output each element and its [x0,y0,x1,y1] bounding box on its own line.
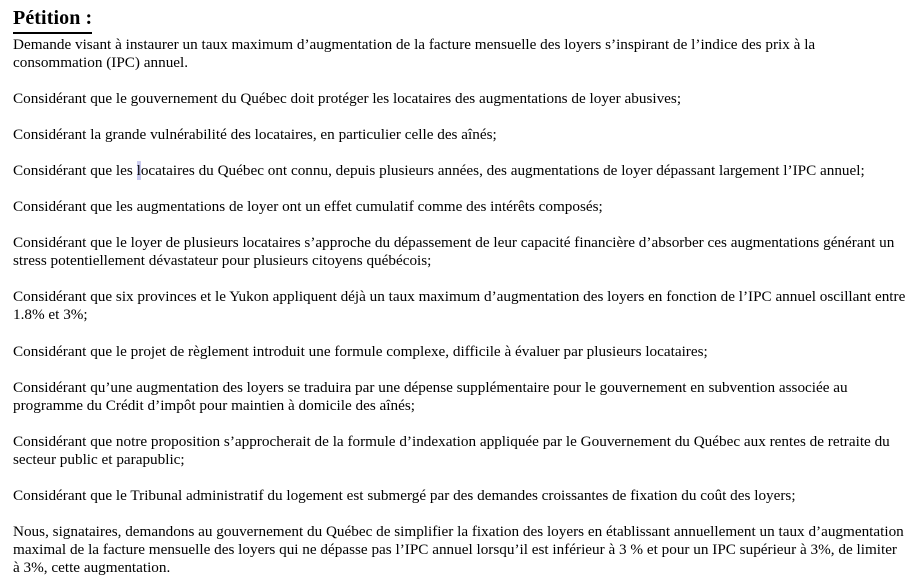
lead-paragraph: Demande visant à instaurer un taux maximum d’augmentation de la facture mensuelle des loyers s’inspirant de l’indice des prix à la consommation (IPC) annuel. [13,35,816,71]
considerant-paragraph-10: Considérant que le Tribunal administratif du logement est submergé par des demandes croissantes de fixation du coût des loyers; [13,487,796,504]
document-body [13,6,907,577]
page-title-text: Pétition : [13,6,92,34]
considerant-paragraph-7: Considérant que le projet de règlement introduit une formule complexe, difficile à évaluer par plusieurs locataires; [13,342,708,360]
considerant-paragraph-4: Considérant que les augmentations de loyer ont un effet cumulatif comme des intérêts composés; [13,198,603,216]
paragraph-3-text-after: ocataires du Québec ont connu, depuis plusieurs années, des augmentations de loyer dépassant largement l’IPC annuel; [140,161,865,179]
considerant-paragraph-1: Considérant que le gouvernement du Québec doit protéger les locataires des augmentations de loyer abusives; [13,89,682,107]
signatories-paragraph: Nous, signataires, demandons au gouvernement du Québec de simplifier la fixation des loyers en établissant annuellement un taux d’augmentation maximal de la facture mensuelle des loyers qui ne dépasse pas l’IPC annuel lorsqu’il est inférieur à 3 % et pour un IPC supérieur à 3%, de limiter à 3%, cette augmentation. [13,523,904,577]
page-title [13,6,907,34]
considerant-paragraph-6: Considérant que six provinces et le Yukon appliquent déjà un taux maximum d’augmentation des loyers en fonction de l’IPC annuel oscillant entre 1.8% et 3%; [13,288,906,324]
considerant-paragraph-5: Considérant que le loyer de plusieurs locataires s’approche du dépassement de leur capacité financière d’absorber ces augmentations générant un stress potentiellement dévastateur pour plusieurs citoyens québécois; [13,234,895,270]
paragraph-3-text-before: Considérant que les [13,161,137,179]
considerant-paragraph-9: Considérant que notre proposition s’approcherait de la formule d’indexation appliquée par le Gouvernement du Québec aux rentes de retraite du secteur public et parapublic; [13,432,890,468]
considerant-paragraph-3 [13,162,907,180]
text-cursor-selection[interactable]: l [136,161,141,179]
considerant-paragraph-2: Considérant la grande vulnérabilité des locataires, en particulier celle des aînés; [13,125,497,143]
considerant-paragraph-8: Considérant qu’une augmentation des loyers se traduira par une dépense supplémentaire pour le gouvernement en subvention associée au programme du Crédit d’impôt pour maintien à domicile des aînés; [13,378,848,414]
